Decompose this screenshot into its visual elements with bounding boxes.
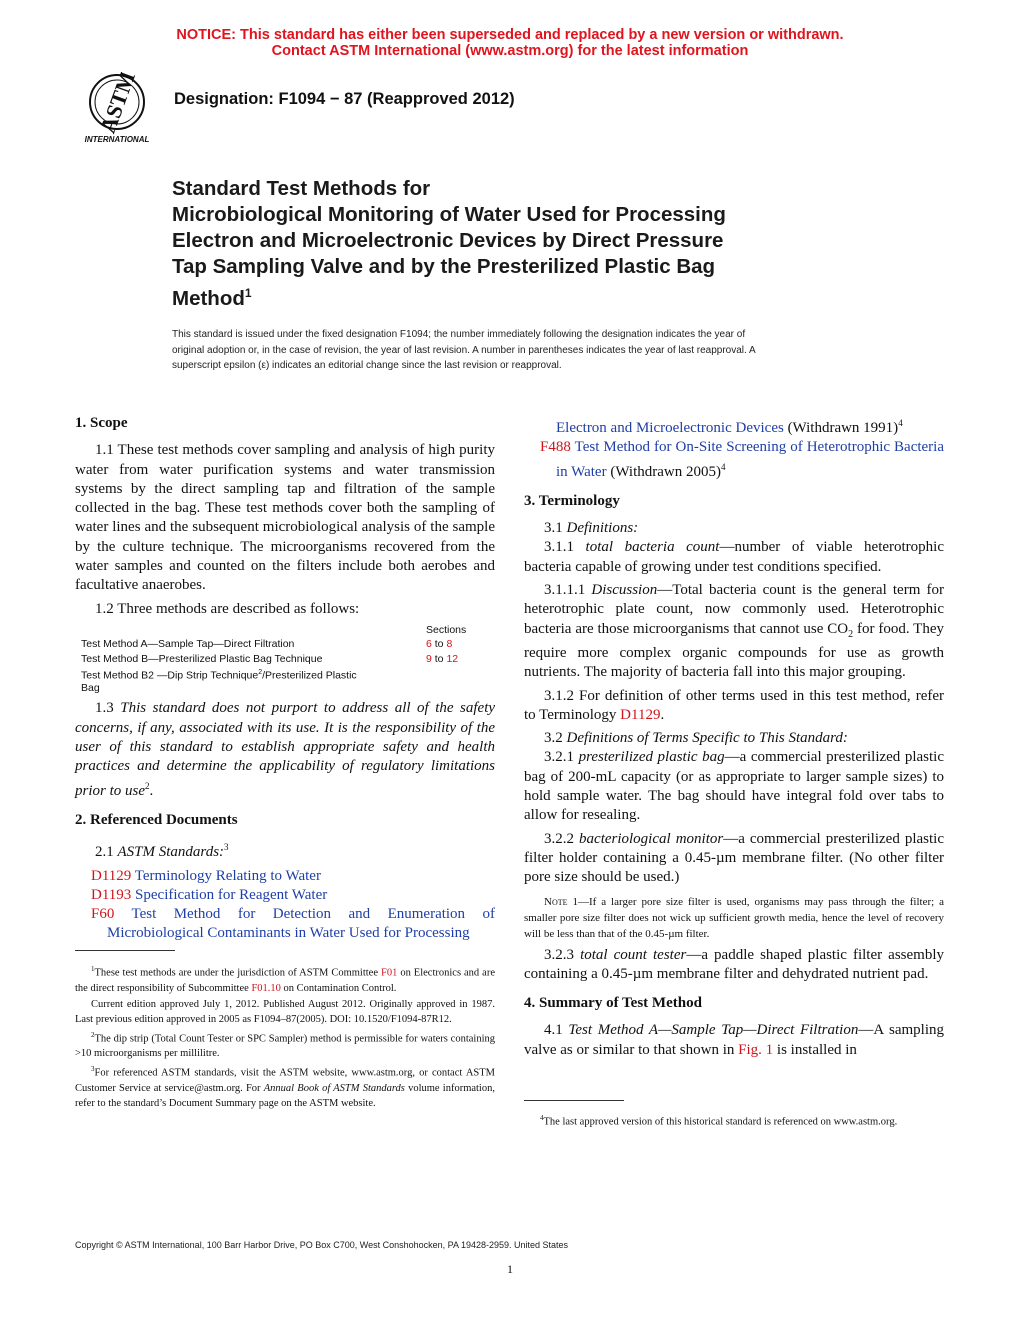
table-row <box>81 666 495 681</box>
reference-item[interactable] <box>75 886 495 905</box>
table-cell-method-cont: Bag <box>81 681 100 694</box>
note-1 <box>524 894 944 942</box>
footnote-text: on Electronics and are the direct responsibility of Subcommittee <box>75 967 495 994</box>
paragraph-2-1 <box>75 838 495 862</box>
safety-statement: This standard does not purport to address all of the safety concerns, if any, associated with its use. It is the responsibility of the user of this standard to establish appropriate safety and health practices and determine the applicability of regulatory limitations prior to use <box>75 700 496 799</box>
intro-line-1: This standard is issued under the fixed designation F1094; the number immediately following the designation indicates the year of <box>172 329 746 340</box>
left-footnotes <box>75 962 495 1112</box>
notice-line-2: Contact ASTM International (www.astm.org) for the latest information <box>271 43 749 59</box>
title-line-5: Method <box>172 286 245 310</box>
footnote-mark: 2 <box>145 780 150 791</box>
astm-standards-label: ASTM Standards: <box>117 844 225 861</box>
definition-text: —number of viable heterotrophic bacteria capable of growing under test conditions specified. <box>524 539 945 575</box>
footnote-mark: 4 <box>720 461 726 472</box>
title-line-4: Tap Sampling Valve and by the Presterilized Plastic Bag <box>172 255 716 278</box>
footnote-mark: 1 <box>91 965 95 973</box>
discussion-text: —Total bacteria count is the general term for heterotrophic plate count, now commonly used. Heterotrophic bacteria are those microorganisms that cannot use CO <box>524 582 945 637</box>
section-heading-referenced-documents: 2. Referenced Documents <box>75 811 238 828</box>
paragraph-3-2-2 <box>524 830 944 888</box>
para-number: 3.2 <box>544 730 567 747</box>
section-link[interactable]: 6 <box>426 638 432 651</box>
defined-term: presterilized plastic bag <box>578 749 725 766</box>
paragraph-1-1: 1.1 These test methods cover sampling and analysis of high purity water from water purification systems and water transmission systems by the direct sampling tap and filtration of the sample collected in the bag. These test methods cover both the sampling of water lines and the subsequent microbiological analysis of the sample by the culture technique. The microorganisms recovered from the water samples and counted on the filters include both aerobes and facultative anaerobes. <box>75 442 495 594</box>
para-text: —A sampling valve as or similar to that shown in <box>524 1022 944 1058</box>
paragraph-3-2 <box>524 729 944 748</box>
reference-code[interactable]: D1193 <box>91 886 132 903</box>
footnote-text: on Contamination Control. <box>280 982 397 994</box>
reference-code[interactable]: D1129 <box>91 867 132 884</box>
reference-title[interactable]: Electron and Microelectronic Devices <box>556 420 784 436</box>
reference-item[interactable] <box>524 438 944 482</box>
para-text: is installed in <box>773 1041 857 1058</box>
table-cell-method-cont: /Presterilized Plastic <box>262 669 357 682</box>
title-line-1: Standard Test Methods for <box>172 177 431 200</box>
footnote-text: The dip strip (Total Count Tester or SPC Sampler) method is permissible for waters containing >10 microorganisms per millilitre. <box>75 1033 495 1059</box>
designation: Designation: F1094 − 87 (Reapproved 2012) <box>174 90 515 108</box>
definition-text: —a commercial presterilized plastic filter holder containing a 0.45-µm membrane filter. (No other filter pore size should be used.) <box>524 830 944 886</box>
intro-line-3: superscript epsilon (ε) indicates an editorial change since the last revision or reapproval. <box>172 360 562 371</box>
terminology-link[interactable]: D1129 <box>620 706 661 723</box>
paragraph-3-1-1 <box>524 538 944 577</box>
defined-term: total bacteria count <box>585 539 720 556</box>
footnote-mark: 3 <box>224 842 229 853</box>
title-footnote-mark: 1 <box>244 286 252 300</box>
definition-text: —a paddle shaped plastic filter assembly containing a 0.45-µm membrane filter and dehydrated nutrient pad. <box>524 946 945 982</box>
definition-text: —a commercial presterilized plastic bag of 200-mL capacity (or as appropriate to larger sample sizes) to hold sample water. The bag should have integral fold over tabs to allow for resealing. <box>524 749 945 824</box>
title-line-3: Electron and Microelectronic Devices by Direct Pressure <box>172 229 724 252</box>
method-label: Test Method A—Sample Tap—Direct Filtration <box>568 1022 859 1039</box>
section-link[interactable]: 12 <box>446 652 459 665</box>
period: . <box>660 706 665 723</box>
reference-code[interactable]: F60 <box>91 906 115 923</box>
para-number: 3.1.1 <box>544 539 586 556</box>
para-text: 3.1.2 For definition of other terms used in this test method, refer to Terminology <box>524 687 944 723</box>
footnote-mark: 4 <box>898 418 903 428</box>
table-cell-method: Test Method A—Sample Tap—Direct Filtration <box>81 638 295 651</box>
para-number: 3.2.3 <box>544 946 581 963</box>
right-column <box>524 414 944 1064</box>
footnote-2 <box>75 1028 495 1062</box>
reference-title[interactable]: Specification for Reagent Water <box>131 886 328 903</box>
period: . <box>149 782 154 799</box>
footnote-divider <box>75 950 175 951</box>
paragraph-3-1 <box>524 519 944 538</box>
footnote-text: volume information, refer to the standard’s Document Summary page on the ASTM website. <box>75 1082 495 1109</box>
page-number: 1 <box>507 1262 513 1276</box>
para-number: 3.2.1 <box>544 749 579 766</box>
definitions-label: Definitions: <box>566 520 639 537</box>
paragraph-3-1-2 <box>524 687 944 726</box>
footnote-mark: 4 <box>540 1114 544 1122</box>
copyright-notice: Copyright © ASTM International, 100 Barr Harbor Drive, PO Box C700, West Conshohocken, PA 19428-2959. United States <box>75 1240 569 1250</box>
notice-banner <box>0 27 1020 59</box>
paragraph-1-2: 1.2 Three methods are described as follows: <box>95 600 360 617</box>
footnote-mark: 2 <box>258 669 263 677</box>
footnote-3 <box>75 1062 495 1111</box>
right-footnotes <box>524 1111 944 1131</box>
footnote-mark: 2 <box>91 1030 95 1039</box>
section-heading-summary: 4. Summary of Test Method <box>524 995 702 1012</box>
para-number: 4.1 <box>544 1022 569 1039</box>
table-row <box>81 652 495 667</box>
defined-term: bacteriological monitor <box>579 830 724 847</box>
reference-status: (Withdrawn 2005) <box>606 463 721 480</box>
logo-text: ASTM <box>94 72 141 137</box>
committee-link[interactable]: F01 <box>380 967 398 979</box>
note-text: —If a larger pore size filter is used, organisms may pass through the filter; a smaller pore size filter does not wick up sufficient growth media, hence the level of recovery will be less than that of the 0.45-µm filter. <box>524 895 945 940</box>
section-link[interactable]: 8 <box>446 638 453 651</box>
para-number: 3.2.2 <box>544 830 580 847</box>
intro-line-2: original adoption or, in the case of revision, the year of last revision. A number in parentheses indicates the year of last reapproval. A <box>172 344 756 356</box>
logo-subtext: INTERNATIONAL <box>84 135 150 144</box>
reference-title[interactable]: Terminology Relating to Water <box>131 867 321 884</box>
reference-title[interactable]: Test Method for Detection and Enumeration of Microbiological Contaminants in Water Used for Processing <box>107 906 495 942</box>
paragraph-4-1 <box>524 1021 944 1060</box>
footnote-4 <box>524 1111 944 1130</box>
para-number: 3.1 <box>544 520 567 537</box>
footnote-1-edition: Current edition approved July 1, 2012. Published August 2012. Originally approved in 1987. Last previous edition approved in 2005 as F1094–87(2005). DOI: 10.1520/F1094-87R12. <box>75 998 495 1025</box>
note-label: Note 1 <box>544 895 578 908</box>
left-column <box>75 414 495 944</box>
footnote-1 <box>75 962 495 996</box>
reference-item[interactable] <box>75 867 495 886</box>
footnote-divider <box>524 1100 624 1101</box>
table-cell-method: Test Method B2 —Dip Strip Technique <box>81 669 259 682</box>
paragraph-1-3 <box>75 699 495 800</box>
paragraph-3-1-1-1 <box>524 581 944 682</box>
table-cell-to: to <box>431 638 447 651</box>
methods-table <box>81 623 495 696</box>
reference-item-continued[interactable] <box>524 414 944 438</box>
table-cell-method: Test Method B—Presterilized Plastic Bag Technique <box>81 652 323 665</box>
footnote-text: The last approved version of this historical standard is referenced on www.astm.org. <box>543 1116 898 1128</box>
discussion-label: Discussion <box>591 582 658 599</box>
footnote-text: For referenced ASTM standards, visit the ASTM website, www.astm.org, or contact ASTM Customer Service at service@astm.org. For <box>75 1067 495 1094</box>
defined-term: total count tester <box>580 946 687 963</box>
table-cell-to: to <box>431 652 447 665</box>
section-heading-scope: 1. Scope <box>75 415 128 431</box>
section-link[interactable]: 9 <box>426 652 432 665</box>
notice-line-1: NOTICE: This standard has either been superseded and replaced by a new version or withdrawn. <box>176 27 844 43</box>
section-heading-terminology: 3. Terminology <box>524 492 620 509</box>
reference-status: (Withdrawn 1991) <box>783 420 899 436</box>
subscript: 2 <box>848 628 854 640</box>
paragraph-3-2-1 <box>524 748 944 825</box>
footnote-text: These test methods are under the jurisdiction of ASTM Committee <box>94 967 381 979</box>
figure-link[interactable]: Fig. 1 <box>738 1041 774 1058</box>
footnote-italic: Annual Book of ASTM Standards <box>263 1082 405 1094</box>
table-row <box>81 637 495 652</box>
definitions-specific-label: Definitions of Terms Specific to This Standard: <box>566 730 848 747</box>
para-number: 3.1.1.1 <box>544 582 592 599</box>
title-line-2: Microbiological Monitoring of Water Used for Processing <box>172 203 726 226</box>
subcommittee-link[interactable]: F01.10 <box>251 982 281 994</box>
reference-title[interactable]: Test Method for On-Site Screening of Heterotrophic Bacteria in Water <box>556 439 944 480</box>
reference-item[interactable] <box>75 905 495 944</box>
para-number: 2.1 <box>95 844 118 861</box>
paragraph-3-2-3 <box>524 946 944 985</box>
astm-logo-icon <box>72 72 162 144</box>
issuance-statement <box>172 327 852 374</box>
discussion-text: for food. They require more complex organic compounds for use as growth nutrients. The majority of bacteria fall into this major grouping. <box>524 620 944 681</box>
document-title <box>172 176 852 312</box>
table-header-sections: Sections <box>426 623 467 636</box>
footnote-mark: 3 <box>91 1065 95 1073</box>
reference-code[interactable]: F488 <box>540 439 571 456</box>
para-number: 1.3 <box>95 700 121 717</box>
